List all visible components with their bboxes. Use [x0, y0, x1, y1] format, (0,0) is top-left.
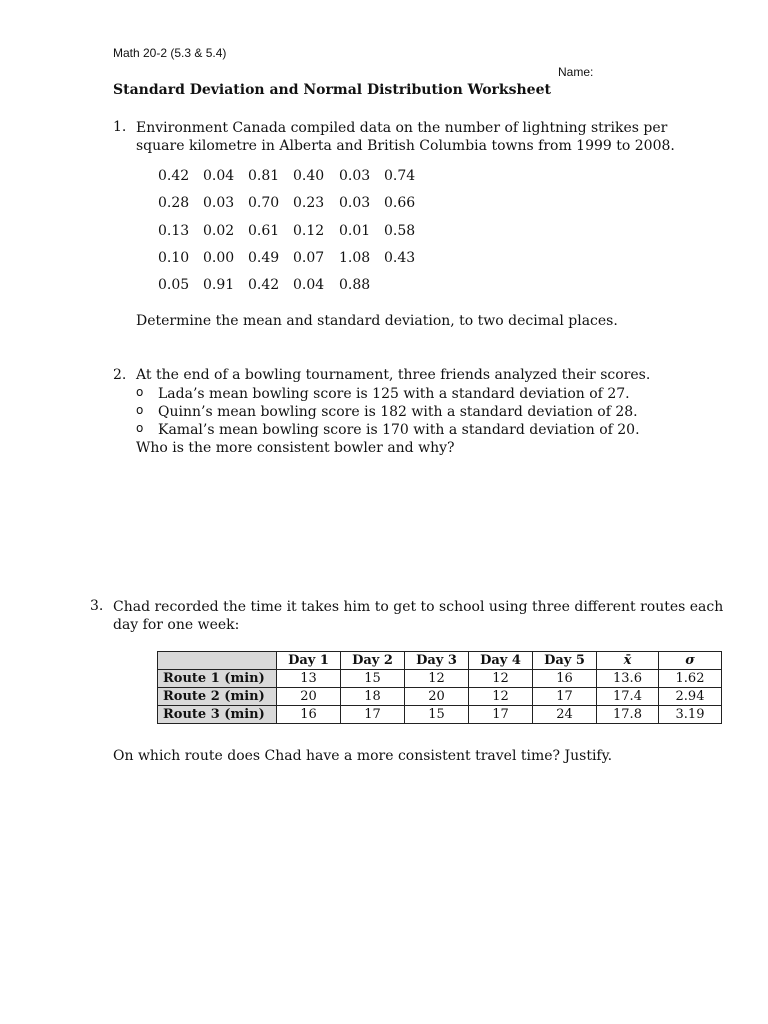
q2-bullet-text: Quinn’s mean bowling score is 182 with a standard deviation of 28. — [158, 404, 638, 420]
table-row-label: Route 1 (min) — [158, 670, 277, 688]
data-value: 0.43 — [384, 250, 416, 266]
data-value: 0.40 — [293, 168, 325, 184]
course-code: Math 20-2 (5.3 & 5.4) — [113, 46, 227, 60]
table-cell: 12 — [405, 670, 469, 688]
table-cell: 17 — [341, 706, 405, 724]
table-cell: 18 — [341, 688, 405, 706]
data-value: 0.07 — [293, 250, 325, 266]
data-value: 0.49 — [248, 250, 280, 266]
q2-bullet-text: Lada’s mean bowling score is 125 with a standard deviation of 27. — [158, 386, 630, 402]
table-cell: 20 — [277, 688, 341, 706]
q3-number: 3. — [90, 598, 104, 614]
table-row — [158, 706, 722, 724]
data-value: 0.05 — [158, 277, 190, 293]
table-row-label: Route 2 (min) — [158, 688, 277, 706]
data-value: 0.12 — [293, 223, 325, 239]
name-label: Name: — [558, 65, 594, 79]
data-value: 0.42 — [248, 277, 280, 293]
data-value: 0.04 — [203, 168, 235, 184]
table-row — [158, 688, 722, 706]
q2-question: Who is the more consistent bowler and why? — [136, 440, 455, 456]
data-value: 0.66 — [384, 195, 416, 211]
table-cell: 17.4 — [597, 688, 659, 706]
table-cell: 16 — [533, 670, 597, 688]
data-value: 0.23 — [293, 195, 325, 211]
table-header-row — [158, 652, 722, 670]
q3-question: On which route does Chad have a more consistent travel time? Justify. — [113, 748, 613, 764]
data-value: 0.61 — [248, 223, 280, 239]
table-header-mean: x̄ — [597, 652, 659, 670]
data-value: 0.70 — [248, 195, 280, 211]
table-row — [158, 670, 722, 688]
table-cell: 3.19 — [659, 706, 722, 724]
table-cell: 12 — [469, 670, 533, 688]
table-header-cell: Day 5 — [533, 652, 597, 670]
data-value: 0.58 — [384, 223, 416, 239]
table-header-cell: Day 2 — [341, 652, 405, 670]
table-row-label: Route 3 (min) — [158, 706, 277, 724]
data-value: 0.10 — [158, 250, 190, 266]
data-value: 0.03 — [339, 195, 371, 211]
data-value: 0.74 — [384, 168, 416, 184]
q3-text: Chad recorded the time it takes him to get to school using three different routes each day for one week: — [113, 599, 724, 633]
data-value: 0.81 — [248, 168, 280, 184]
routes-table — [157, 651, 722, 724]
q2-bullet-text: Kamal’s mean bowling score is 170 with a standard deviation of 20. — [158, 422, 640, 438]
data-value: 0.03 — [203, 195, 235, 211]
data-value: 0.13 — [158, 223, 190, 239]
table-corner-cell — [158, 652, 277, 670]
data-value: 0.28 — [158, 195, 190, 211]
table-cell: 1.62 — [659, 670, 722, 688]
table-cell: 15 — [341, 670, 405, 688]
bullet-icon: o — [136, 421, 144, 435]
data-value: 0.03 — [339, 168, 371, 184]
bullet-icon: o — [136, 385, 144, 399]
table-header-cell: Day 4 — [469, 652, 533, 670]
q2-number: 2. — [113, 367, 127, 383]
data-value: 0.04 — [293, 277, 325, 293]
table-cell: 13.6 — [597, 670, 659, 688]
data-value: 0.91 — [203, 277, 235, 293]
q2-text: At the end of a bowling tournament, three friends analyzed their scores. — [136, 367, 651, 383]
data-value: 0.01 — [339, 223, 371, 239]
table-cell: 17 — [533, 688, 597, 706]
table-cell: 17.8 — [597, 706, 659, 724]
data-value: 0.42 — [158, 168, 190, 184]
table-cell: 2.94 — [659, 688, 722, 706]
table-cell: 24 — [533, 706, 597, 724]
q1-text: Environment Canada compiled data on the number of lightning strikes per square kilometre in Alberta and British Columbia towns from 1999 to 2008. — [136, 120, 675, 154]
table-header-sd: σ — [659, 652, 722, 670]
table-header-cell: Day 1 — [277, 652, 341, 670]
bullet-icon: o — [136, 403, 144, 417]
page-title: Standard Deviation and Normal Distribution Worksheet — [113, 82, 551, 98]
data-value: 0.88 — [339, 277, 371, 293]
q1-instruction: Determine the mean and standard deviation, to two decimal places. — [136, 313, 618, 329]
data-value: 0.02 — [203, 223, 235, 239]
table-cell: 17 — [469, 706, 533, 724]
table-cell: 13 — [277, 670, 341, 688]
table-cell: 12 — [469, 688, 533, 706]
data-value: 0.00 — [203, 250, 235, 266]
table-header-cell: Day 3 — [405, 652, 469, 670]
table-cell: 15 — [405, 706, 469, 724]
data-value: 1.08 — [339, 250, 371, 266]
q1-number: 1. — [113, 119, 127, 135]
table-cell: 16 — [277, 706, 341, 724]
table-cell: 20 — [405, 688, 469, 706]
